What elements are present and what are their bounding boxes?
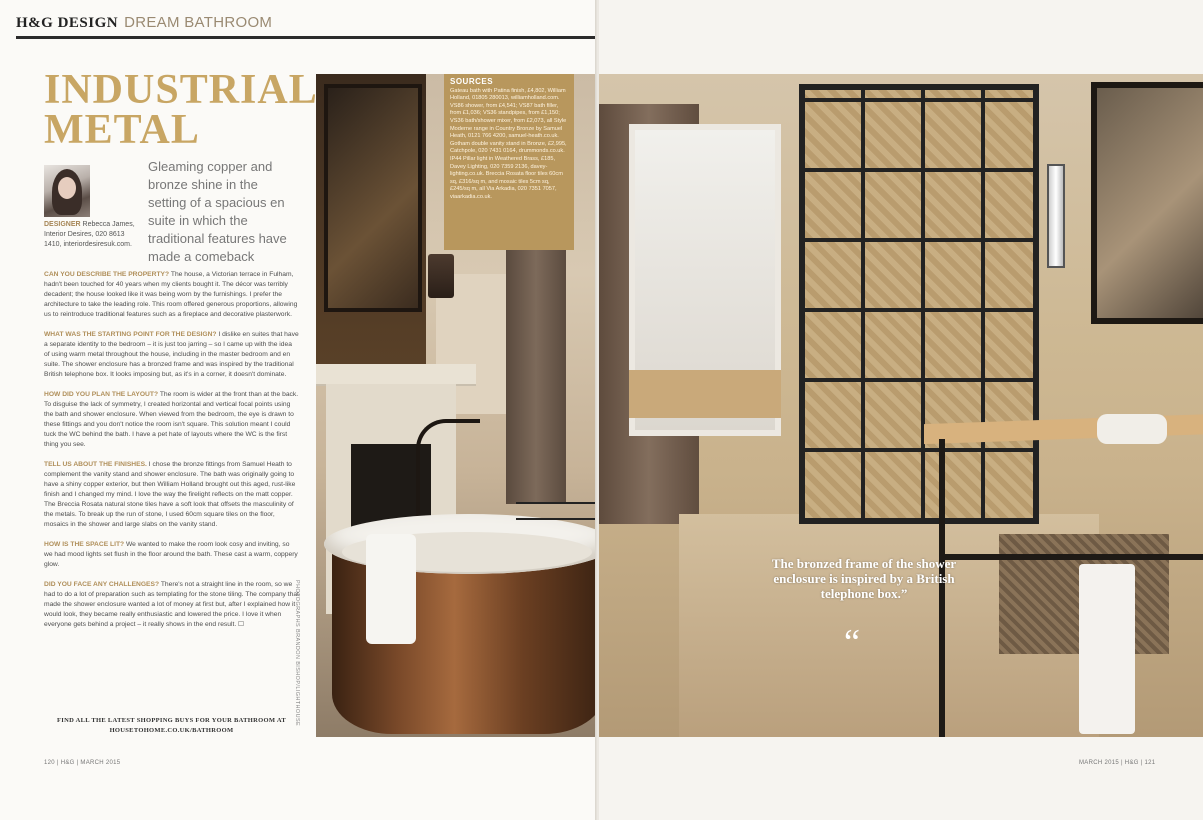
qa-item	[44, 540, 299, 570]
wall-light-image	[1047, 164, 1065, 268]
bath-caddy-image	[516, 502, 597, 520]
header-rule	[16, 36, 597, 39]
question: WHAT WAS THE STARTING POINT FOR THE DESIGN?	[44, 331, 217, 338]
answer: I chose the bronze fittings from Samuel Heath to complement the vanity stand and shower enclosure. The bath was originally going to have a shiny copper exterior, but then William Holland brought out this aged, rust-like finish and I changed my mind. I love the way the firelight reflects on the matt copper. The Breccia Rosata natural stone tiles have a soft look that offsets the masculinity of the metals. To break up the run of stone, I used 60cm square tiles on the floor, mosaics in the shower and large slabs on the vanity stand.	[44, 461, 296, 528]
question: HOW DID YOU PLAN THE LAYOUT?	[44, 391, 159, 398]
question: CAN YOU DESCRIBE THE PROPERTY?	[44, 271, 170, 278]
qa-item	[44, 460, 299, 530]
answer: We wanted to make the room look cosy and inviting, so we had mood lights set flush in the floor around the bath. These cast a warm, coppery glow.	[44, 541, 298, 568]
towel-image	[366, 534, 416, 644]
designer-credit	[44, 220, 139, 250]
bathroom-photo-right	[599, 74, 1203, 737]
qa-item	[44, 580, 299, 630]
sources-text: Gateau bath with Patina finish, £4,802, William Holland, 01805 280013, williamholland.com. VS86 shower, from £4,541; VS87 bath filler, from £1,036; VS36 standpipes, from £1,150; VS36 bath/shower mixer, from £2,073, all Style Moderne range in Country Bronze by Samuel Heath, 0121 766 4200, samuel-heath.co.uk. Gotham double vanity stand in Bronze, £2,995, Catchpole, 020 7431 0164, drummonds.co.uk. IP44 Pillar light in Weathered Brass, £185, Davey Lighting, 020 7359 2136, davey-lighting.co.uk. Breccia Rosata floor tiles 60cm sq, £316/sq m, and mosaic tiles 5cm sq, £245/sq m, all Via Arkadia, 020 7351 7057, viaarkadia.co.uk.	[450, 87, 567, 200]
answer: The room is wider at the front than at the back. To disguise the lack of symmetry, I created horizontal and vertical focal points using the bath and shower enclosure. When viewed from the bedroom, the eye is drawn to these fittings and you don't notice the room isn't square. This solution meant I could tuck the WC behind the bath. I have a pet hate of layouts where the WC is the first thing you see.	[44, 391, 299, 448]
left-page	[0, 0, 597, 820]
photo-credit: PHOTOGRAPHS BRANDON BISHOP/LIGHTHOUSE	[294, 580, 300, 727]
designer-text: Rebecca James, Interior Desires, 020 8613 1410, interiordesiresuk.com.	[44, 221, 135, 248]
folio-left: 120 | H&G | MARCH 2015	[44, 760, 121, 766]
qa-item	[44, 390, 299, 450]
pull-quote: The bronzed frame of the shower enclosure is inspired by a British telephone box.”	[771, 556, 957, 601]
folio-right: MARCH 2015 | H&G | 121	[1079, 760, 1156, 766]
mirror-image	[324, 84, 422, 312]
question: DID YOU FACE ANY CHALLENGES?	[44, 581, 160, 588]
qa-item	[44, 270, 299, 320]
question: TELL US ABOUT THE FINISHES.	[44, 461, 147, 468]
answer: The house, a Victorian terrace in Fulham, hadn't been touched for 40 years when my clients bought it. The décor was terribly decadent; the house looked like it was being worn by the furnishings. I prefer the architecture to take the leading role. This room offered generous proportions, allowing us to reintroduce traditional features such as a fireplace and decorative plasterwork.	[44, 271, 298, 318]
section-header	[16, 14, 272, 32]
shopping-cta: FIND ALL THE LATEST SHOPPING BUYS FOR YOUR BATHROOM AT HOUSETOHOME.CO.UK/BATHROOM	[57, 717, 286, 734]
section-kicker: DREAM BATHROOM	[124, 14, 273, 31]
towel-image	[1079, 564, 1135, 734]
answer: I dislike en suites that have a separate identity to the bedroom – it is just too jarring – so I came up with the idea of using warm metal throughout the house, including in the master bedroom and en suite. The shower enclosure has a bronzed frame and was inspired by the traditional British telephone box. It looks imposing but, as it's in a corner, it doesn't dominate.	[44, 331, 299, 378]
article-headline: INDUSTRIAL METAL	[44, 67, 316, 153]
vanity-mirror-image	[1091, 82, 1203, 324]
right-page	[599, 0, 1203, 820]
designer-label: DESIGNER	[44, 221, 81, 228]
question: HOW IS THE SPACE LIT?	[44, 541, 125, 548]
sources-box	[444, 74, 574, 250]
designer-portrait	[44, 165, 90, 217]
answer: There's not a straight line in the room, so we had to do a lot of preparation such as templating for the stone tiling. The company that made the shower enclosure wanted a lot of money at first but, after I explained how it would look, they became really enthusiastic and lowered the price. I love it when everyone gets behind a project – it really shows in the end result. ☐	[44, 581, 299, 628]
standfirst: Gleaming copper and bronze shine in the setting of a spacious en suite in which the traditional features have made a comeback	[148, 159, 287, 264]
qa-item	[44, 330, 299, 380]
magazine-logo: H&G DESIGN	[16, 15, 119, 31]
copper-bath-image	[316, 514, 597, 737]
candle-image	[428, 254, 454, 298]
quote-mark: “	[844, 622, 860, 662]
article-body	[44, 270, 299, 640]
sources-title: SOURCES	[450, 77, 494, 86]
